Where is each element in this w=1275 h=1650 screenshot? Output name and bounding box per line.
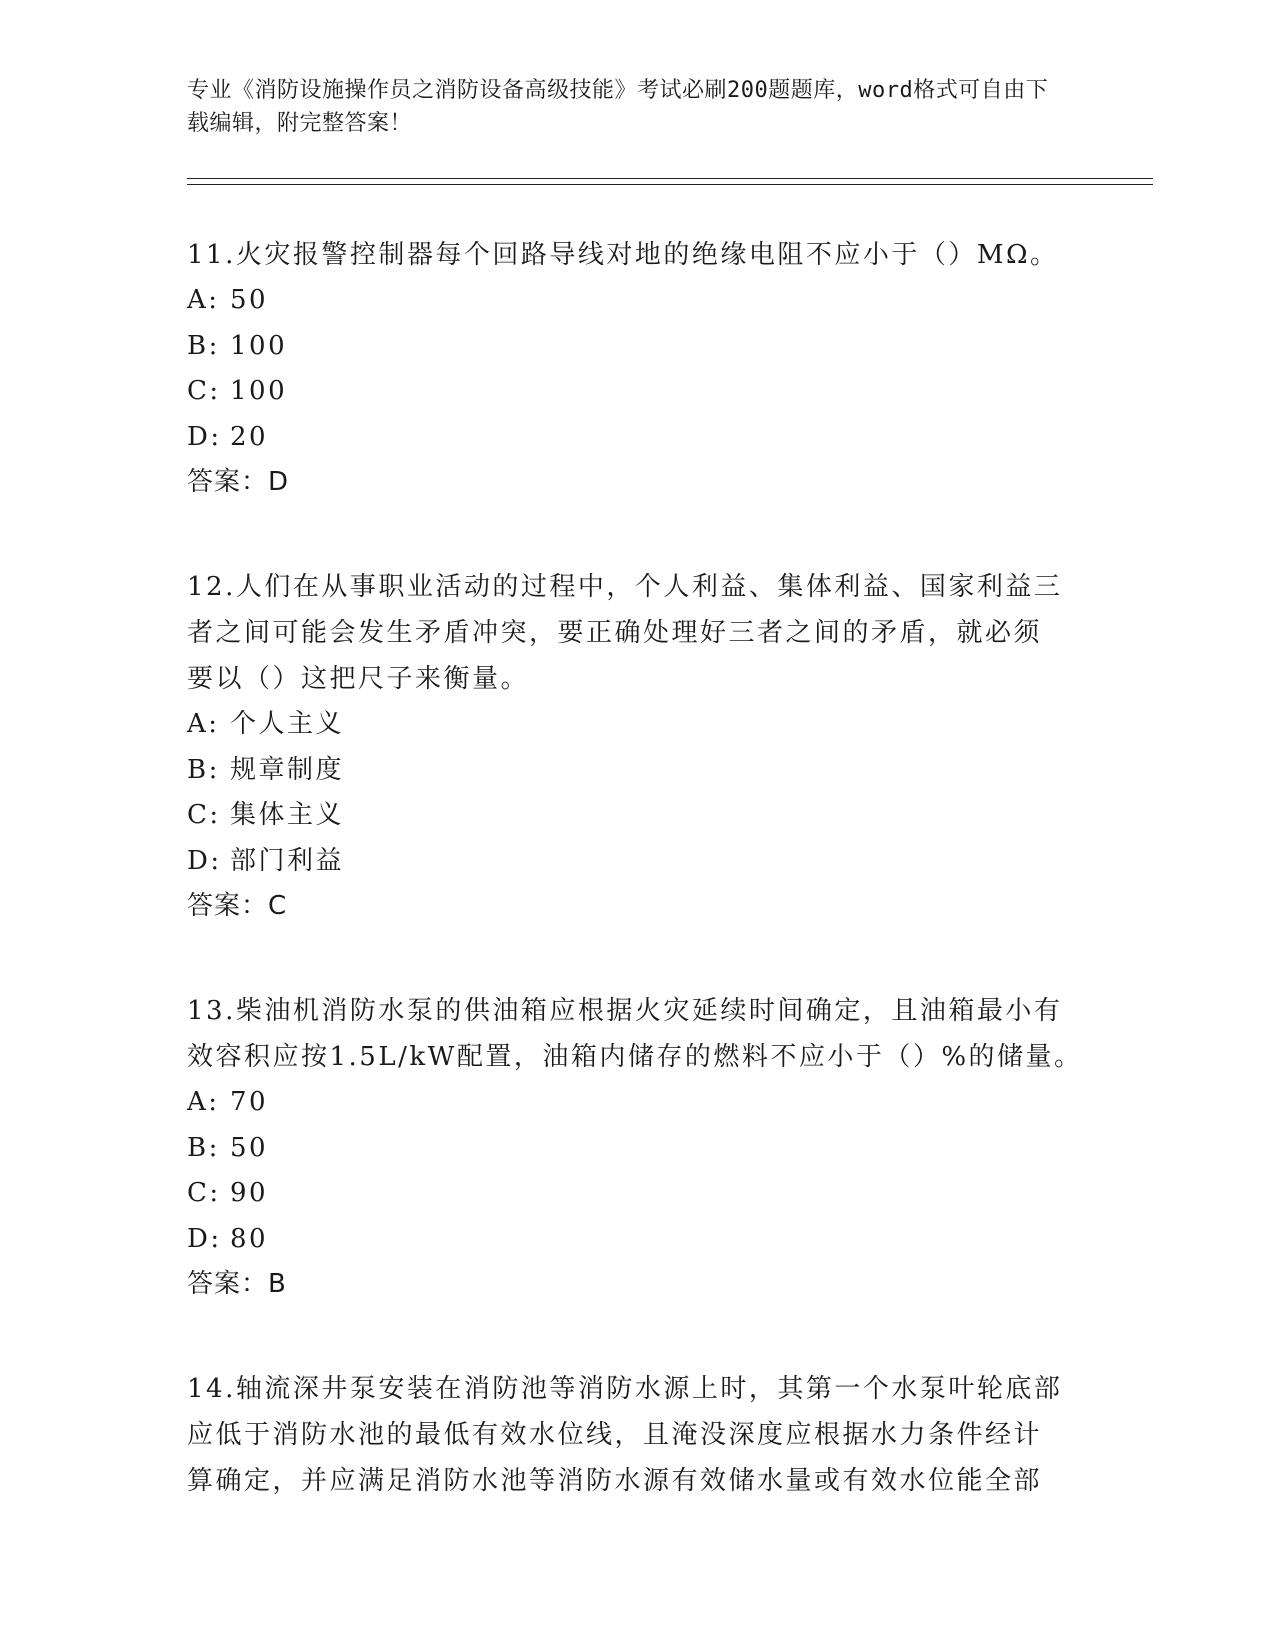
question-13 xyxy=(187,988,1087,1306)
option-c xyxy=(187,1171,1087,1217)
option-text: 个人主义 xyxy=(230,709,345,739)
question-stem-line: 算确定，并应满足消防水池等消防水源有效储水量或有效水位能全部 xyxy=(187,1466,1043,1496)
question-spacer xyxy=(187,504,1087,564)
question-14 xyxy=(187,1366,1087,1504)
question-stem-line: 12.人们在从事职业活动的过程中，个人利益、集体利益、国家利益三 xyxy=(187,572,1063,602)
option-a xyxy=(187,702,1087,748)
option-b xyxy=(187,324,1087,370)
option-text: 70 xyxy=(230,1087,269,1117)
option-text: 100 xyxy=(230,376,288,406)
question-stem-line: 应低于消防水池的最低有效水位线，且淹没深度应根据水力条件经计 xyxy=(187,1420,1043,1450)
option-a xyxy=(187,278,1087,324)
option-text: 部门利益 xyxy=(230,845,345,876)
option-c xyxy=(187,369,1087,415)
answer-line: 答案：D xyxy=(187,467,290,497)
option-text: 20 xyxy=(230,421,269,452)
option-d xyxy=(187,1217,1087,1263)
option-letter: C: xyxy=(187,376,221,406)
option-letter: A: xyxy=(187,285,220,315)
option-a xyxy=(187,1080,1087,1126)
option-text: 50 xyxy=(230,285,269,315)
document-header: 专业《消防设施操作员之消防设备高级技能》考试必刷200题题库，word格式可自由下载编辑，附完整答案！ xyxy=(187,78,1049,136)
option-b xyxy=(187,748,1087,794)
option-letter: D: xyxy=(187,845,222,876)
question-spacer xyxy=(187,928,1087,988)
header-divider-top xyxy=(187,178,1153,179)
option-letter: A: xyxy=(187,1087,220,1117)
answer-line: 答案：B xyxy=(187,1269,287,1299)
option-d xyxy=(187,839,1087,885)
question-11 xyxy=(187,232,1087,504)
option-b xyxy=(187,1126,1087,1172)
question-stem-line: 者之间可能会发生矛盾冲突，要正确处理好三者之间的矛盾，就必须 xyxy=(187,618,1043,648)
option-letter: D: xyxy=(187,421,222,452)
option-letter: B: xyxy=(187,1132,220,1163)
option-text: 规章制度 xyxy=(230,754,345,785)
option-letter: A: xyxy=(187,709,220,739)
option-letter: B: xyxy=(187,754,220,785)
option-text: 80 xyxy=(230,1223,269,1254)
header-divider-bottom xyxy=(187,184,1153,185)
question-stem-line: 要以（）这把尺子来衡量。 xyxy=(187,664,530,694)
question-stem-line: 13.柴油机消防水泵的供油箱应根据火灾延续时间确定，且油箱最小有 xyxy=(187,996,1063,1026)
option-letter: C: xyxy=(187,1178,221,1208)
option-c xyxy=(187,793,1087,839)
option-letter: C: xyxy=(187,800,221,830)
option-text: 集体主义 xyxy=(230,800,345,830)
option-d xyxy=(187,415,1087,461)
question-12 xyxy=(187,564,1087,928)
option-text: 90 xyxy=(230,1178,269,1208)
question-list xyxy=(187,232,1087,1504)
option-text: 50 xyxy=(230,1132,269,1163)
question-stem-line: 效容积应按1.5L/kW配置，油箱内储存的燃料不应小于（）%的储量。 xyxy=(187,1042,1083,1072)
question-stem-line: 11.火灾报警控制器每个回路导线对地的绝缘电阻不应小于（）MΩ。 xyxy=(187,240,1059,270)
question-stem-line: 14.轴流深井泵安装在消防池等消防水源上时，其第一个水泵叶轮底部 xyxy=(187,1374,1063,1404)
option-letter: B: xyxy=(187,330,220,361)
option-letter: D: xyxy=(187,1223,222,1254)
option-text: 100 xyxy=(230,330,288,361)
question-spacer xyxy=(187,1306,1087,1366)
answer-line: 答案：C xyxy=(187,891,288,921)
